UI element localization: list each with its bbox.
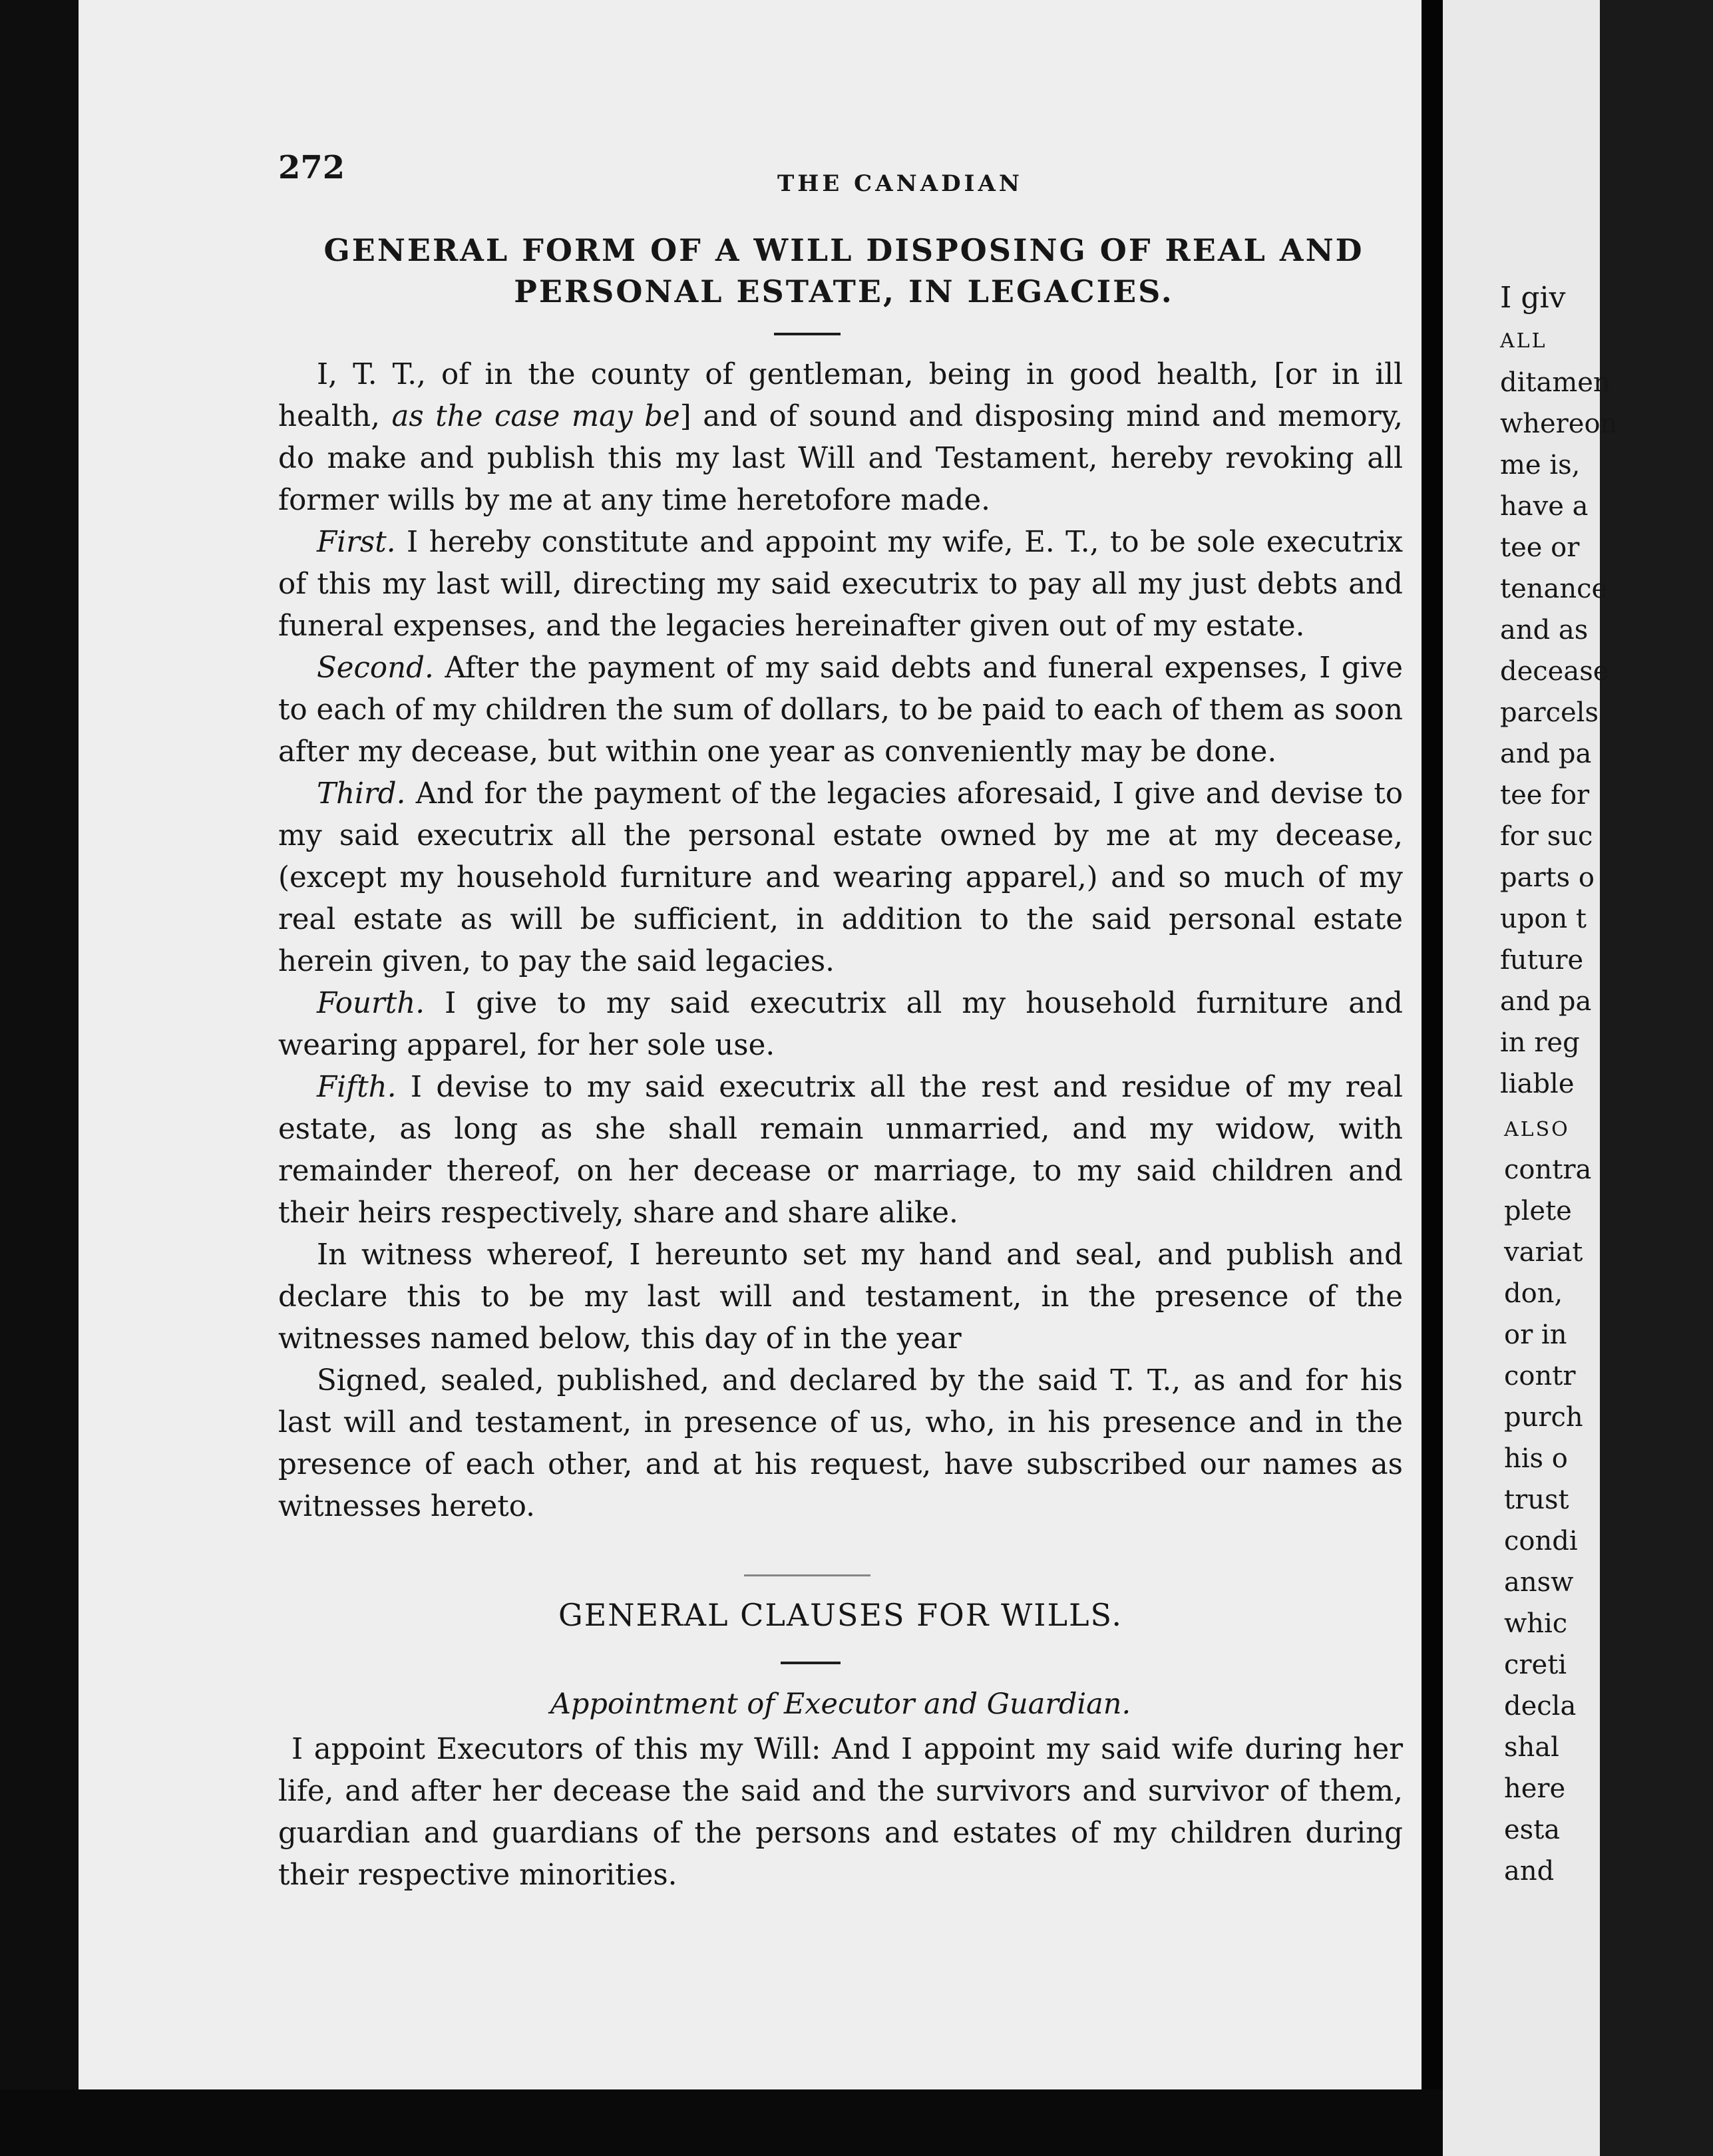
section-title: GENERAL CLAUSES FOR WILLS. [558, 1597, 1123, 1633]
clause-text: I give to my said executrix all my household furniture and wearing apparel, for her sole use. [278, 987, 1403, 1062]
right-line: here [1504, 1773, 1566, 1804]
clause-second [278, 647, 1403, 773]
right-line: liable [1500, 1069, 1575, 1099]
right-line: me is, [1500, 450, 1581, 480]
witness-paragraph [278, 1234, 1403, 1360]
right-line: and as [1500, 615, 1589, 645]
clause-label: Fifth. [317, 1071, 397, 1104]
scan-bottom-edge [0, 2089, 1443, 2156]
opening-paragraph [278, 354, 1403, 522]
right-line: parts o [1500, 862, 1595, 893]
right-line: and pa [1500, 739, 1592, 769]
right-line: tee or [1500, 532, 1580, 563]
right-line: tee for [1500, 780, 1590, 810]
right-line: his o [1504, 1443, 1568, 1474]
section-title-rule [781, 1662, 841, 1664]
right-line: esta [1504, 1815, 1561, 1845]
attestation-text: Signed, sealed, published, and declared by the said T. T., as and for his last will and testament, in presence of us, who, in his presence and in the presence of each other, and at his request, have subscribed our names as witnesses hereto. [278, 1364, 1403, 1523]
right-line: whic [1504, 1608, 1568, 1639]
right-line: whereon [1500, 409, 1618, 439]
right-line: in reg [1500, 1027, 1580, 1058]
right-line: or in [1504, 1320, 1567, 1350]
witness-text: In witness whereof, I hereunto set my hand and seal, and publish and declare this to be my last will and testament, in the presence of the witnesses named below, this day of in the year [278, 1238, 1403, 1355]
right-line: purch [1504, 1402, 1583, 1433]
right-line: tenance [1500, 574, 1608, 604]
right-line: don, [1504, 1278, 1563, 1309]
right-page-fragment [1443, 0, 1618, 2156]
clause-text: I hereby constitute and appoint my wife, E. T., to be sole executrix of this my last will, directing my said executrix to pay all my just debts and funeral expenses, and the legacies hereinafter given out of my estate. [278, 526, 1403, 643]
right-line: ALSO [1504, 1118, 1570, 1141]
will-body [278, 354, 1403, 1528]
clause-label: First. [317, 526, 396, 559]
attestation-paragraph [278, 1360, 1403, 1528]
right-line: future [1500, 945, 1584, 976]
subsection-title: Appointment of Executor and Guardian. [550, 1688, 1131, 1721]
right-line: plete [1504, 1196, 1572, 1226]
opening-text: I, T. T., of in the county of gentleman, being in good health, [or in ill health, [278, 358, 1403, 433]
right-line: variat [1504, 1237, 1583, 1268]
right-line: contra [1504, 1155, 1592, 1185]
clause-fourth [278, 983, 1403, 1067]
left-page [79, 0, 1422, 2089]
appointment-body [278, 1729, 1403, 1896]
right-line: condi [1504, 1526, 1578, 1556]
page-number: 272 [278, 149, 345, 186]
right-line: ditamen [1500, 367, 1611, 398]
right-line: parcels [1500, 697, 1599, 728]
clause-first [278, 522, 1403, 647]
right-line: shal [1504, 1732, 1559, 1763]
page-gutter [1422, 0, 1443, 2156]
right-line: contr [1504, 1361, 1576, 1391]
clause-label: Third. [317, 777, 406, 810]
clause-text: After the payment of my said debts and funeral expenses, I give to each of my children the sum of dollars, to be paid to each of them as soon after my decease, but within one year as conveniently may be done. [278, 651, 1403, 769]
right-line: and [1504, 1856, 1555, 1886]
right-line: decease [1500, 656, 1609, 687]
appointment-text: I appoint Executors of this my Will: And I appoint my said wife during her life, and after her decease the said and the survivors and survivor of them, guardian and guardians of the persons and estates of my children during their respective minorities. [278, 1733, 1403, 1892]
right-line: I giv [1500, 281, 1566, 315]
main-title: GENERAL FORM OF A WILL DISPOSING OF REAL AND PERSONAL ESTATE, IN LEGACIES. [323, 232, 1364, 309]
right-line: and pa [1500, 986, 1592, 1017]
appointment-paragraph [278, 1729, 1403, 1896]
right-line: trust [1504, 1485, 1569, 1515]
right-line: creti [1504, 1650, 1567, 1680]
running-head: THE CANADIAN [777, 170, 1023, 197]
opening-italic: as the case may be [391, 400, 680, 433]
right-line: upon t [1500, 904, 1587, 934]
right-line: decla [1504, 1691, 1577, 1721]
clause-label: Fourth. [317, 987, 425, 1020]
clause-text: And for the payment of the legacies aforesaid, I give and devise to my said executrix all the personal estate owned by me at my decease, (except my household furniture and wearing apparel,) and so much of my real estate as will be sufficient, in addition to the said personal estate herein given, to pay the said legacies. [278, 777, 1404, 978]
opening-text-end: ] and of sound and disposing mind and memory, do make and publish this my last Will and Testament, hereby revoking all former wills by me at any time heretofore made. [278, 400, 1403, 517]
clause-fifth [278, 1067, 1403, 1234]
clause-third [278, 773, 1403, 983]
right-line: for suc [1500, 821, 1593, 852]
title-rule [774, 333, 841, 335]
section-rule [744, 1574, 870, 1576]
right-line: answ [1504, 1567, 1574, 1598]
right-line: have a [1500, 491, 1589, 522]
clause-text: I devise to my said executrix all the rest and residue of my real estate, as long as she shall remain unmarried, and my widow, with remainder thereof, on her decease or marriage, to my said children and their heirs respectively, share and share alike. [278, 1071, 1403, 1230]
right-line: ALL [1500, 329, 1547, 353]
clause-label: Second. [317, 651, 434, 685]
